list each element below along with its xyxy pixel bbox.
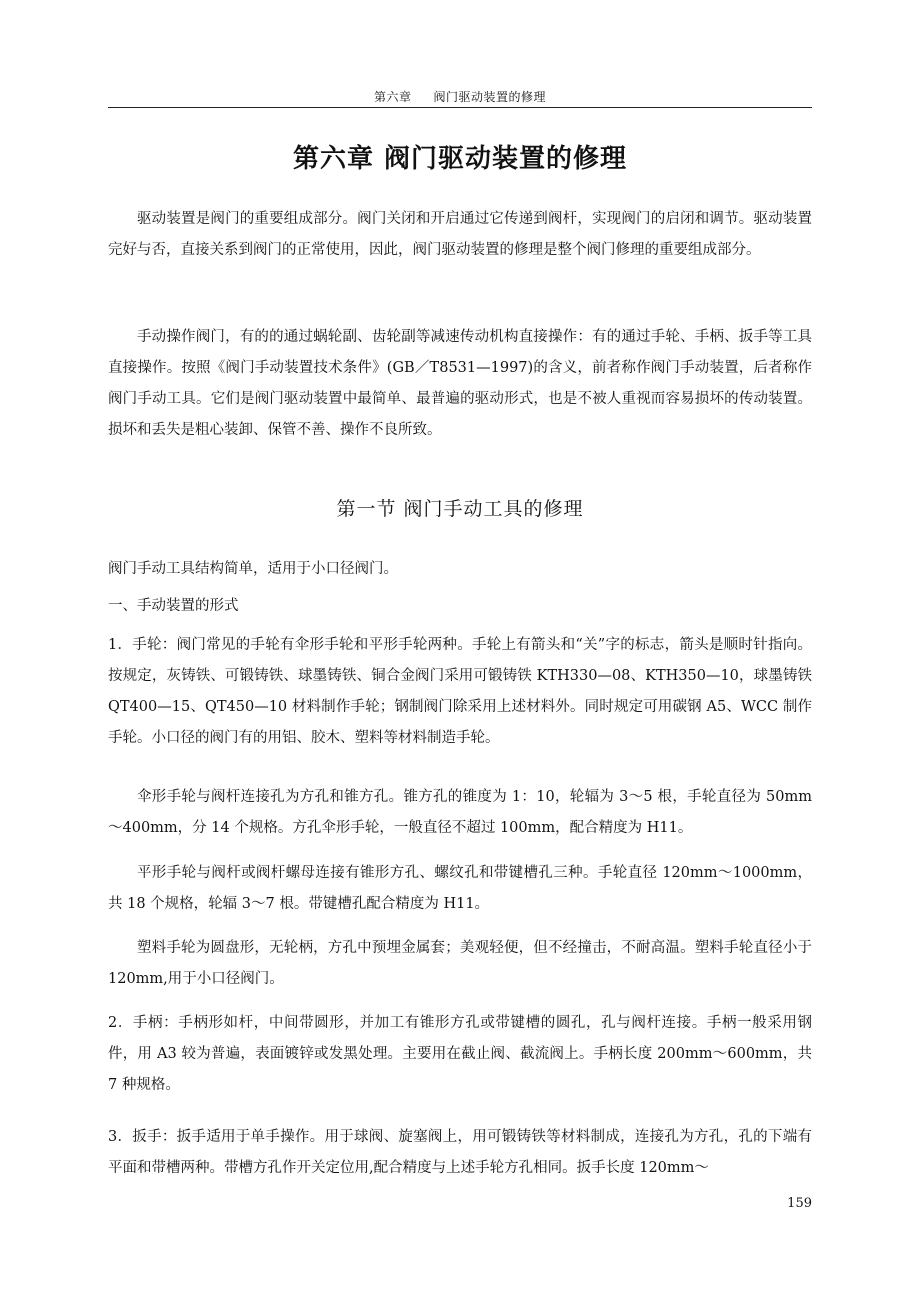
subsection-heading: 一、手动装置的形式 xyxy=(108,598,239,614)
page-number: 159 xyxy=(787,1196,812,1211)
paragraph-handle: 2．手柄：手柄形如杆，中间带圆形，并加工有锥形方孔或带键槽的圆孔，孔与阀杆连接。手柄一般采用钢件，用 A3 较为普遍，表面镀锌或发黑处理。主要用在截止阀、截流阀上。手柄长度 200mm～600mm，共 7 种规格。 xyxy=(108,1015,812,1093)
paragraph-flat-handwheel: 平形手轮与阀杆或阀杆螺母连接有锥形方孔、螺纹孔和带键槽孔三种。手轮直径 120mm～1000mm，共 18 个规格，轮辐 3～7 根。带键槽孔配合精度为 H11。 xyxy=(108,865,812,912)
intro-paragraph-2: 手动操作阀门，有的的通过蜗轮副、齿轮副等减速传动机构直接操作：有的通过手轮、手柄、扳手等工具直接操作。按照《阀门手动装置技术条件》(GB／T8531—1997)的含义，前者称作阀门手动装置，后者称作阀门手动工具。它们是阀门驱动装置中最简单、最普遍的驱动形式，也是不被人重视而容易损坏的传动装置。损坏和丢失是粗心装卸、保管不善、操作不良所致。 xyxy=(108,329,812,438)
running-header xyxy=(108,88,812,105)
intro-paragraph-1: 驱动装置是阀门的重要组成部分。阀门关闭和开启通过它传递到阀杆，实现阀门的启闭和调节。驱动装置完好与否，直接关系到阀门的正常使用，因此，阀门驱动装置的修理是整个阀门修理的重要组成部分。 xyxy=(108,211,812,258)
paragraph-plastic-handwheel: 塑料手轮为圆盘形，无轮柄，方孔中预埋金属套；美观轻便，但不经撞击，不耐高温。塑料手轮直径小于 120mm,用于小口径阀门。 xyxy=(108,940,812,987)
running-header-chapter-name: 阀门驱动装置的修理 xyxy=(433,90,547,104)
chapter-title: 第六章 阀门驱动装置的修理 xyxy=(292,144,628,174)
header-divider xyxy=(108,107,812,108)
paragraph-wrench: 3．扳手：扳手适用于单手操作。用于球阀、旋塞阀上，用可锻铸铁等材料制成，连接孔为方孔，孔的下端有平面和带槽两种。带槽方孔作开关定位用,配合精度与上述手轮方孔相同。扳手长度 120mm～ xyxy=(108,1129,812,1176)
running-header-chapter-label: 第六章 xyxy=(373,90,412,104)
section-title: 第一节 阀门手动工具的修理 xyxy=(336,498,584,520)
paragraph-handwheel: 1．手轮：阀门常见的手轮有伞形手轮和平形手轮两种。手轮上有箭头和“关”字的标志，箭头是顺时针指向。按规定，灰铸铁、可锻铸铁、球墨铸铁、铜合金阀门采用可锻铸铁 KTH330—08、KTH350—10，球墨铸铁 QT400—15、QT450—10 材料制作手轮；钢制阀门除采用上述材料外。同时规定可用碳钢 A5、WCC 制作手轮。小口径的阀门有的用铝、胶木、塑料等材料制造手轮。 xyxy=(108,637,812,746)
section-intro: 阀门手动工具结构简单，适用于小口径阀门。 xyxy=(108,561,398,577)
paragraph-umbrella-handwheel: 伞形手轮与阀杆连接孔为方孔和锥方孔。锥方孔的锥度为 1：10，轮辐为 3～5 根，手轮直径为 50mm～400mm，分 14 个规格。方孔伞形手轮，一般直径不超过 100mm，配合精度为 H11。 xyxy=(108,789,812,836)
